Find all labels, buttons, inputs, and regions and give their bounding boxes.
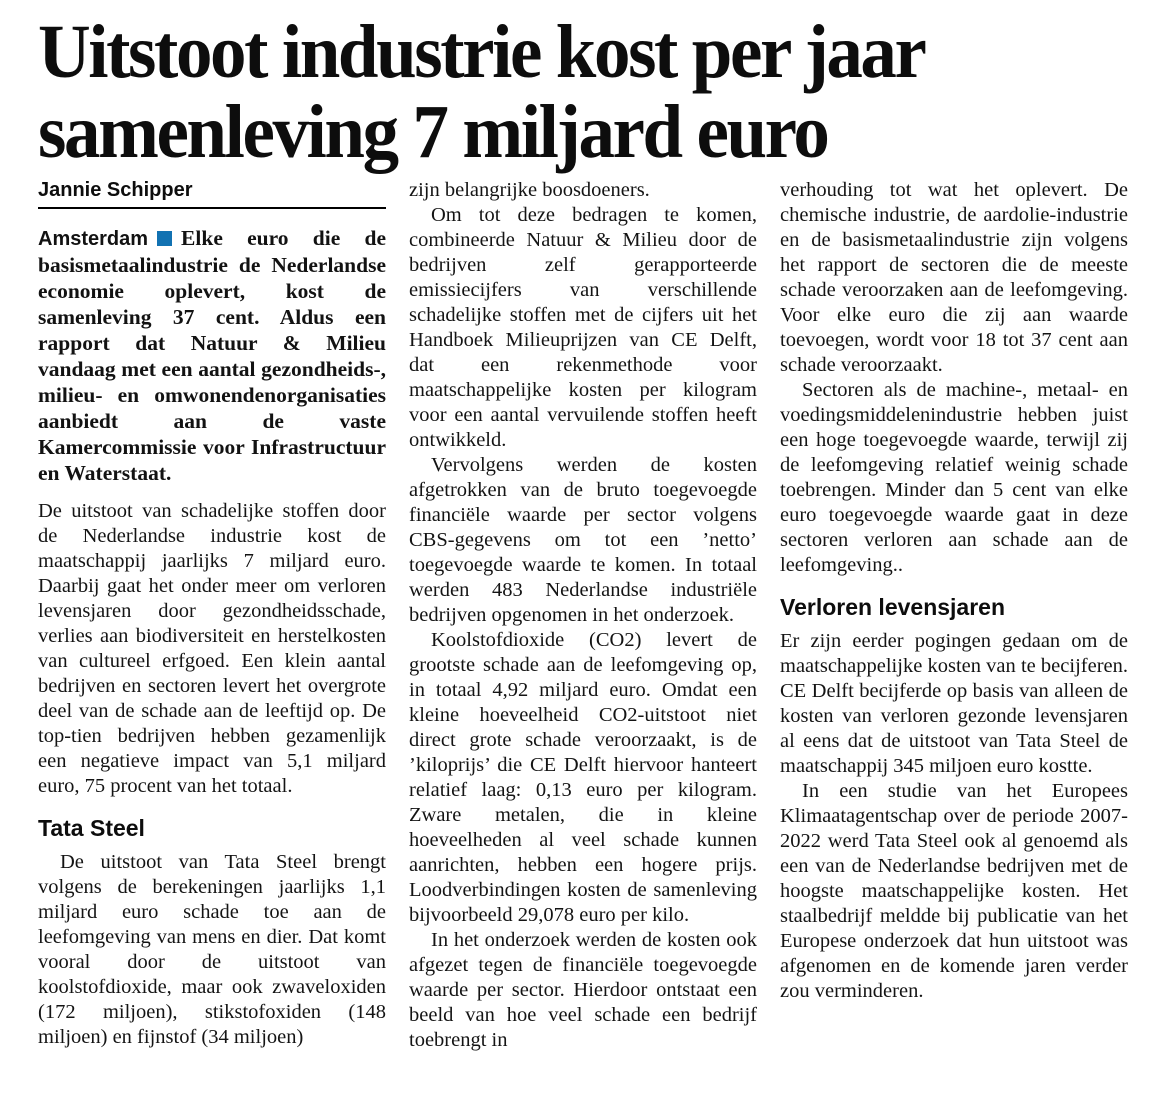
byline-author: Jannie Schipper [38,179,193,201]
headline-line-2: samenleving 7 miljard euro [38,90,828,174]
column-1-text [38,225,386,1050]
article-paragraph: De uitstoot van schadelijke stoffen door de Nederlandse industrie kost de maatschappij jaarlijks 7 miljard euro. Daarbij gaat het onder meer om verloren levensjaren door gezondheidsschade, verlies aan biodiversiteit en herstelkosten van cultureel erfgoed. Een klein aantal bedrijven en sectoren levert het overgrote deel van de schade aan de leeftijd op. De top-tien bedrijven hebben gezamenlijk een negatieve impact van 5,1 miljard euro, 75 procent van het totaal. [38,500,386,797]
section-heading: Verloren levensjaren [780,594,1006,620]
article-paragraph: Om tot deze bedragen te komen, combineerde Natuur & Milieu door de bedrijven zelf gerapporteerde emissiecijfers van verschillende schadelijke stoffen met de cijfers uit het Handboek Milieuprijzen van CE Delft, dat een rekenmethode voor maatschappelijke kosten per kilogram voor een aantal vervuilende stoffen heeft ontwikkeld. [409,204,757,451]
byline [38,178,386,209]
article-paragraph: Sectoren als de machine-, metaal- en voedingsmiddelenindustrie hebben juist een hoge toegevoegde waarde, terwijl zij de leefomgeving relatief weinig schade toebrengen. Minder dan 5 cent van elke euro toegevoegde waarde gaat in deze sectoren verloren aan schade aan de leefomgeving.. [780,379,1128,576]
article-paragraph: zijn belangrijke boosdoeners. [409,179,650,201]
article-column-3 [780,178,1128,1004]
article-paragraph: Er zijn eerder pogingen gedaan om de maatschappelijke kosten van te becijferen. CE Delft becijferde op basis van alleen de kosten van verloren gezonde levensjaren al eens dat de uitstoot van Tata Steel de maatschappij 345 miljoen euro kostte. [780,630,1128,777]
article-paragraph: In het onderzoek werden de kosten ook afgezet tegen de financiële toegevoegde waarde per sector. Hierdoor ontstaat een beeld van hoe veel schade een bedrijf toebrengt in [409,929,757,1051]
article-column-1 [38,178,386,1050]
headline-line-1: Uitstoot industrie kost per jaar [38,10,925,94]
article-paragraph: Koolstofdioxide (CO2) levert de grootste schade aan de leefomgeving op, in totaal 4,92 miljard euro. Omdat een kleine hoeveelheid CO2-uitstoot niet direct grote schade veroorzaakt, is de ’kiloprijs’ die CE Delft hiervoor hanteert relatief laag: 0,13 euro per kilogram. Zware metalen, die in kleine hoeveelheden al veel schade kunnen aanrichten, hebben een hogere prijs. Loodverbindingen kosten de samenleving bijvoorbeeld 29,078 euro per kilo. [409,629,757,926]
article-paragraph: verhouding tot wat het oplevert. De chemische industrie, de aardolie-industrie en de basismetaalindustrie zijn volgens het rapport de sectoren die de meeste schade veroorzaken aan de leefomgeving. Voor elke euro die zij aan waarde toevoegen, wordt voor 18 tot 37 cent aan schade veroorzaakt. [780,179,1128,376]
article-paragraph: In een studie van het Europees Klimaatagentschap over de periode 2007-2022 werd Tata Steel ook al genoemd als een van de Nederlandse bedrijven met de hoogste maatschappelijke kosten. Het staalbedrijf meldde bij publicatie van het Europese onderzoek dat hun uitstoot was afgenomen en de komende jaren verder zou verminderen. [780,780,1128,1002]
article-column-2 [409,178,757,1053]
headline [38,12,1086,172]
article-paragraph: De uitstoot van Tata Steel brengt volgens de berekeningen jaarlijks 1,1 miljard euro schade toe aan de leefomgeving van mens en dier. Dat komt vooral door de uitstoot van koolstofdioxide, maar ook zwaveloxiden (172 miljoen), stikstofoxiden (148 miljoen) en fijnstof (34 miljoen) [38,851,386,1048]
article-columns [38,178,1130,1053]
column-2-text [409,178,757,1053]
dateline-marker-icon [157,231,172,246]
article-paragraph: Vervolgens werden de kosten afgetrokken van de bruto toegevoegde financiële waarde per sector volgens CBS-gegevens om tot een ’netto’ toegevoegde waarde te komen. In totaal werden 483 Nederlandse industriële bedrijven opgenomen in het onderzoek. [409,454,757,626]
dateline: Amsterdam [38,228,149,250]
lede-paragraph: Amsterdam Elke euro die de basismetaalindustrie de Nederlandse economie oplevert, kost de samenleving 37 cent. Aldus een rapport dat Natuur & Milieu vandaag met een aantal gezondheids-, milieu- en omwonendenorganisaties aanbiedt aan de vaste Kamercommissie voor Infrastructuur en Waterstaat. [38,226,386,485]
section-heading: Tata Steel [38,815,145,841]
column-3-text [780,178,1128,1004]
